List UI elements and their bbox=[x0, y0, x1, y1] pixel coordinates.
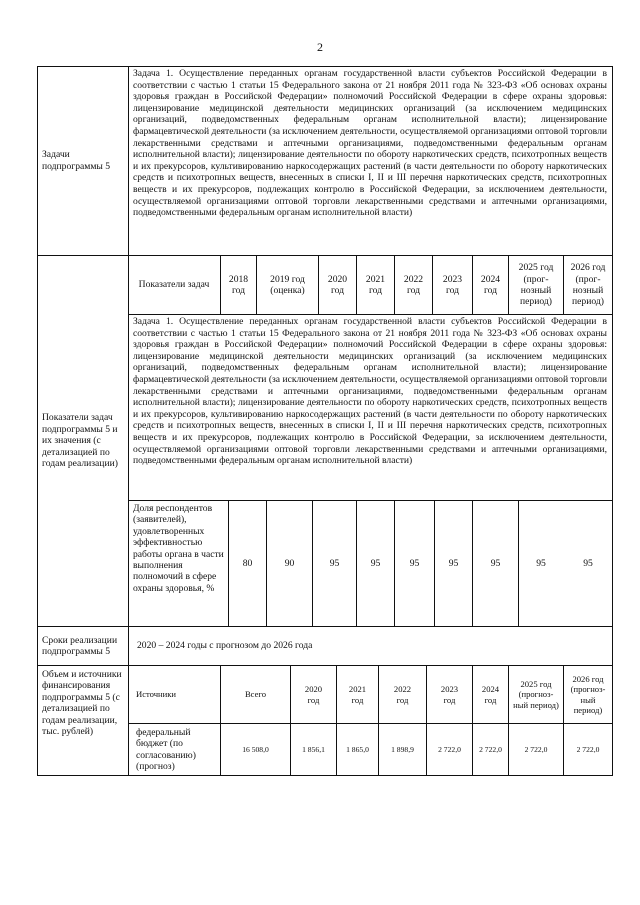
indicator-value-2021: 95 bbox=[370, 557, 381, 569]
indicator-row-name: Доля респондентов (заявителей), удовлетворенных эффективностью работы органа в части выполнения полномочий в сфере охраны здоровья, % bbox=[133, 503, 224, 594]
indicator-header-2023: 2023 год bbox=[442, 273, 463, 296]
finance-value-2026: 2 722,0 bbox=[576, 744, 600, 754]
indicator-header-2018: 2018 год bbox=[228, 273, 249, 296]
indicator-value-2018: 80 bbox=[242, 557, 253, 569]
indicator-value-2020: 95 bbox=[329, 557, 340, 569]
indicator-header-2022: 2022 год bbox=[403, 273, 424, 296]
indicator-value-2024: 95 bbox=[490, 557, 501, 569]
indicator-value-2026: 95 bbox=[583, 557, 593, 569]
finance-header-total: Всего bbox=[244, 689, 267, 700]
indicator-header-name: Показатели задач bbox=[138, 279, 210, 291]
finance-value-2024: 2 722,0 bbox=[479, 744, 502, 754]
indicators-label: Показатели задач подпрограммы 5 и их значения (с детализацией по годам реализации) bbox=[42, 412, 118, 470]
indicators-task-text: Задача 1. Осуществление переданных органам государственной власти субъектов Российской Федерации в соответствии с частью 1 статьи 15 Федерального закона от 21 ноября 2011 года № 323-ФЗ «Об основах охраны здоровья граждан в Российской Федерации» полномочий Российской Федерации в сфере охраны здоровья: лицензирование медицинской деятельности медицинских организаций (за исключением медицинских организаций, подведомственных федеральным органам исполнительной власти); лицензирование фармацевтической деятельности (за исключением деятельности, осуществляемой организациями оптовой торговли лекарственными средствами и аптечными организациями, подведомственными федеральным органам исполнительной власти); лицензирование деятельности по обороту наркотических средств, психотропных веществ и их прекурсоров, культивированию наркосодержащих растений (в части деятельности по обороту наркотических средств и психотропных веществ, внесенных в списки I, II и III перечня наркотических средств, психотропных веществ и их прекурсоров, подлежащих контролю в Российской Федерации, за исключением деятельности, осуществляемой организациями оптовой торговли лекарственными средствами и аптечными организациями, подведомственными федеральным органам исполнительной власти) bbox=[133, 316, 607, 467]
finance-header-2021: 2021 год bbox=[348, 684, 367, 705]
finance-header-2024: 2024 год bbox=[481, 684, 500, 705]
indicator-value-2022: 95 bbox=[409, 557, 420, 569]
indicator-header-2026: 2026 год (прог-нозный период) bbox=[570, 262, 606, 308]
tasks-text: Задача 1. Осуществление переданных органам государственной власти субъектов Российской Федерации в соответствии с частью 1 статьи 15 Федерального закона от 21 ноября 2011 года № 323-ФЗ «Об основах охраны здоровья граждан в Российской Федерации» полномочий Российской Федерации в сфере охраны здоровья: лицензирование медицинской деятельности медицинских организаций (за исключением медицинских организаций, подведомственных федеральным органам исполнительной власти); лицензирование фармацевтической деятельности (за исключением деятельности, осуществляемой организациями оптовой торговли лекарственными средствами и аптечными организациями, подведомственными федеральным органам исполнительной власти); лицензирование деятельности по обороту наркотических средств, психотропных веществ и их прекурсоров, культивированию наркосодержащих растений (в части деятельности по обороту наркотических средств и психотропных веществ, внесенных в списки I, II и III перечня наркотических средств, психотропных веществ и их прекурсоров, подлежащих контролю в Российской Федерации, за исключением деятельности, осуществляемой организациями оптовой торговли лекарственными средствами и аптечными организациями, подведомственными федеральным органам исполнительной власти) bbox=[133, 68, 607, 219]
page-number: 2 bbox=[317, 40, 323, 54]
finance-header-2020: 2020 год bbox=[304, 684, 323, 705]
finance-header-2026: 2026 год (прогноз-ный период) bbox=[570, 673, 606, 715]
indicator-header-2024: 2024 год bbox=[480, 273, 501, 296]
finance-value-2022: 1 898,9 bbox=[391, 744, 414, 754]
finance-value-total: 16 508,0 bbox=[242, 744, 269, 754]
finance-value-2020: 1 856,1 bbox=[302, 744, 325, 754]
terms-value: 2020 – 2024 годы с прогнозом до 2026 года bbox=[137, 640, 313, 652]
indicator-value-2023: 95 bbox=[448, 557, 459, 569]
indicator-value-2025: 95 bbox=[536, 557, 546, 569]
tasks-label: Задачи подпрограммы 5 bbox=[42, 149, 111, 172]
indicator-header-2019: 2019 год (оценка) bbox=[270, 273, 305, 296]
terms-label: Сроки реализации подпрограммы 5 bbox=[42, 634, 118, 657]
finance-header-sources: Источники bbox=[136, 689, 177, 700]
finance-row-source: федеральный бюджет (по согласованию) (прогноз) bbox=[136, 727, 196, 773]
indicator-header-2021: 2021 год bbox=[365, 273, 386, 296]
finance-value-2021: 1 865,0 bbox=[346, 744, 369, 754]
finance-header-2025: 2025 год (прогноз-ный период) bbox=[513, 678, 559, 710]
finance-header-2023: 2023 год bbox=[440, 684, 459, 705]
indicator-value-2019: 90 bbox=[284, 557, 295, 569]
finance-value-2025: 2 722,0 bbox=[524, 744, 548, 754]
indicator-header-2020: 2020 год bbox=[327, 273, 348, 296]
indicator-header-2025: 2025 год (прог-нозный период) bbox=[518, 262, 554, 308]
finance-header-2022: 2022 год bbox=[393, 684, 412, 705]
finance-value-2023: 2 722,0 bbox=[438, 744, 461, 754]
finance-label: Объем и источники финансирования подпрограммы 5 (с детализацией по годам реализации, тыс. рублей) bbox=[42, 669, 122, 738]
